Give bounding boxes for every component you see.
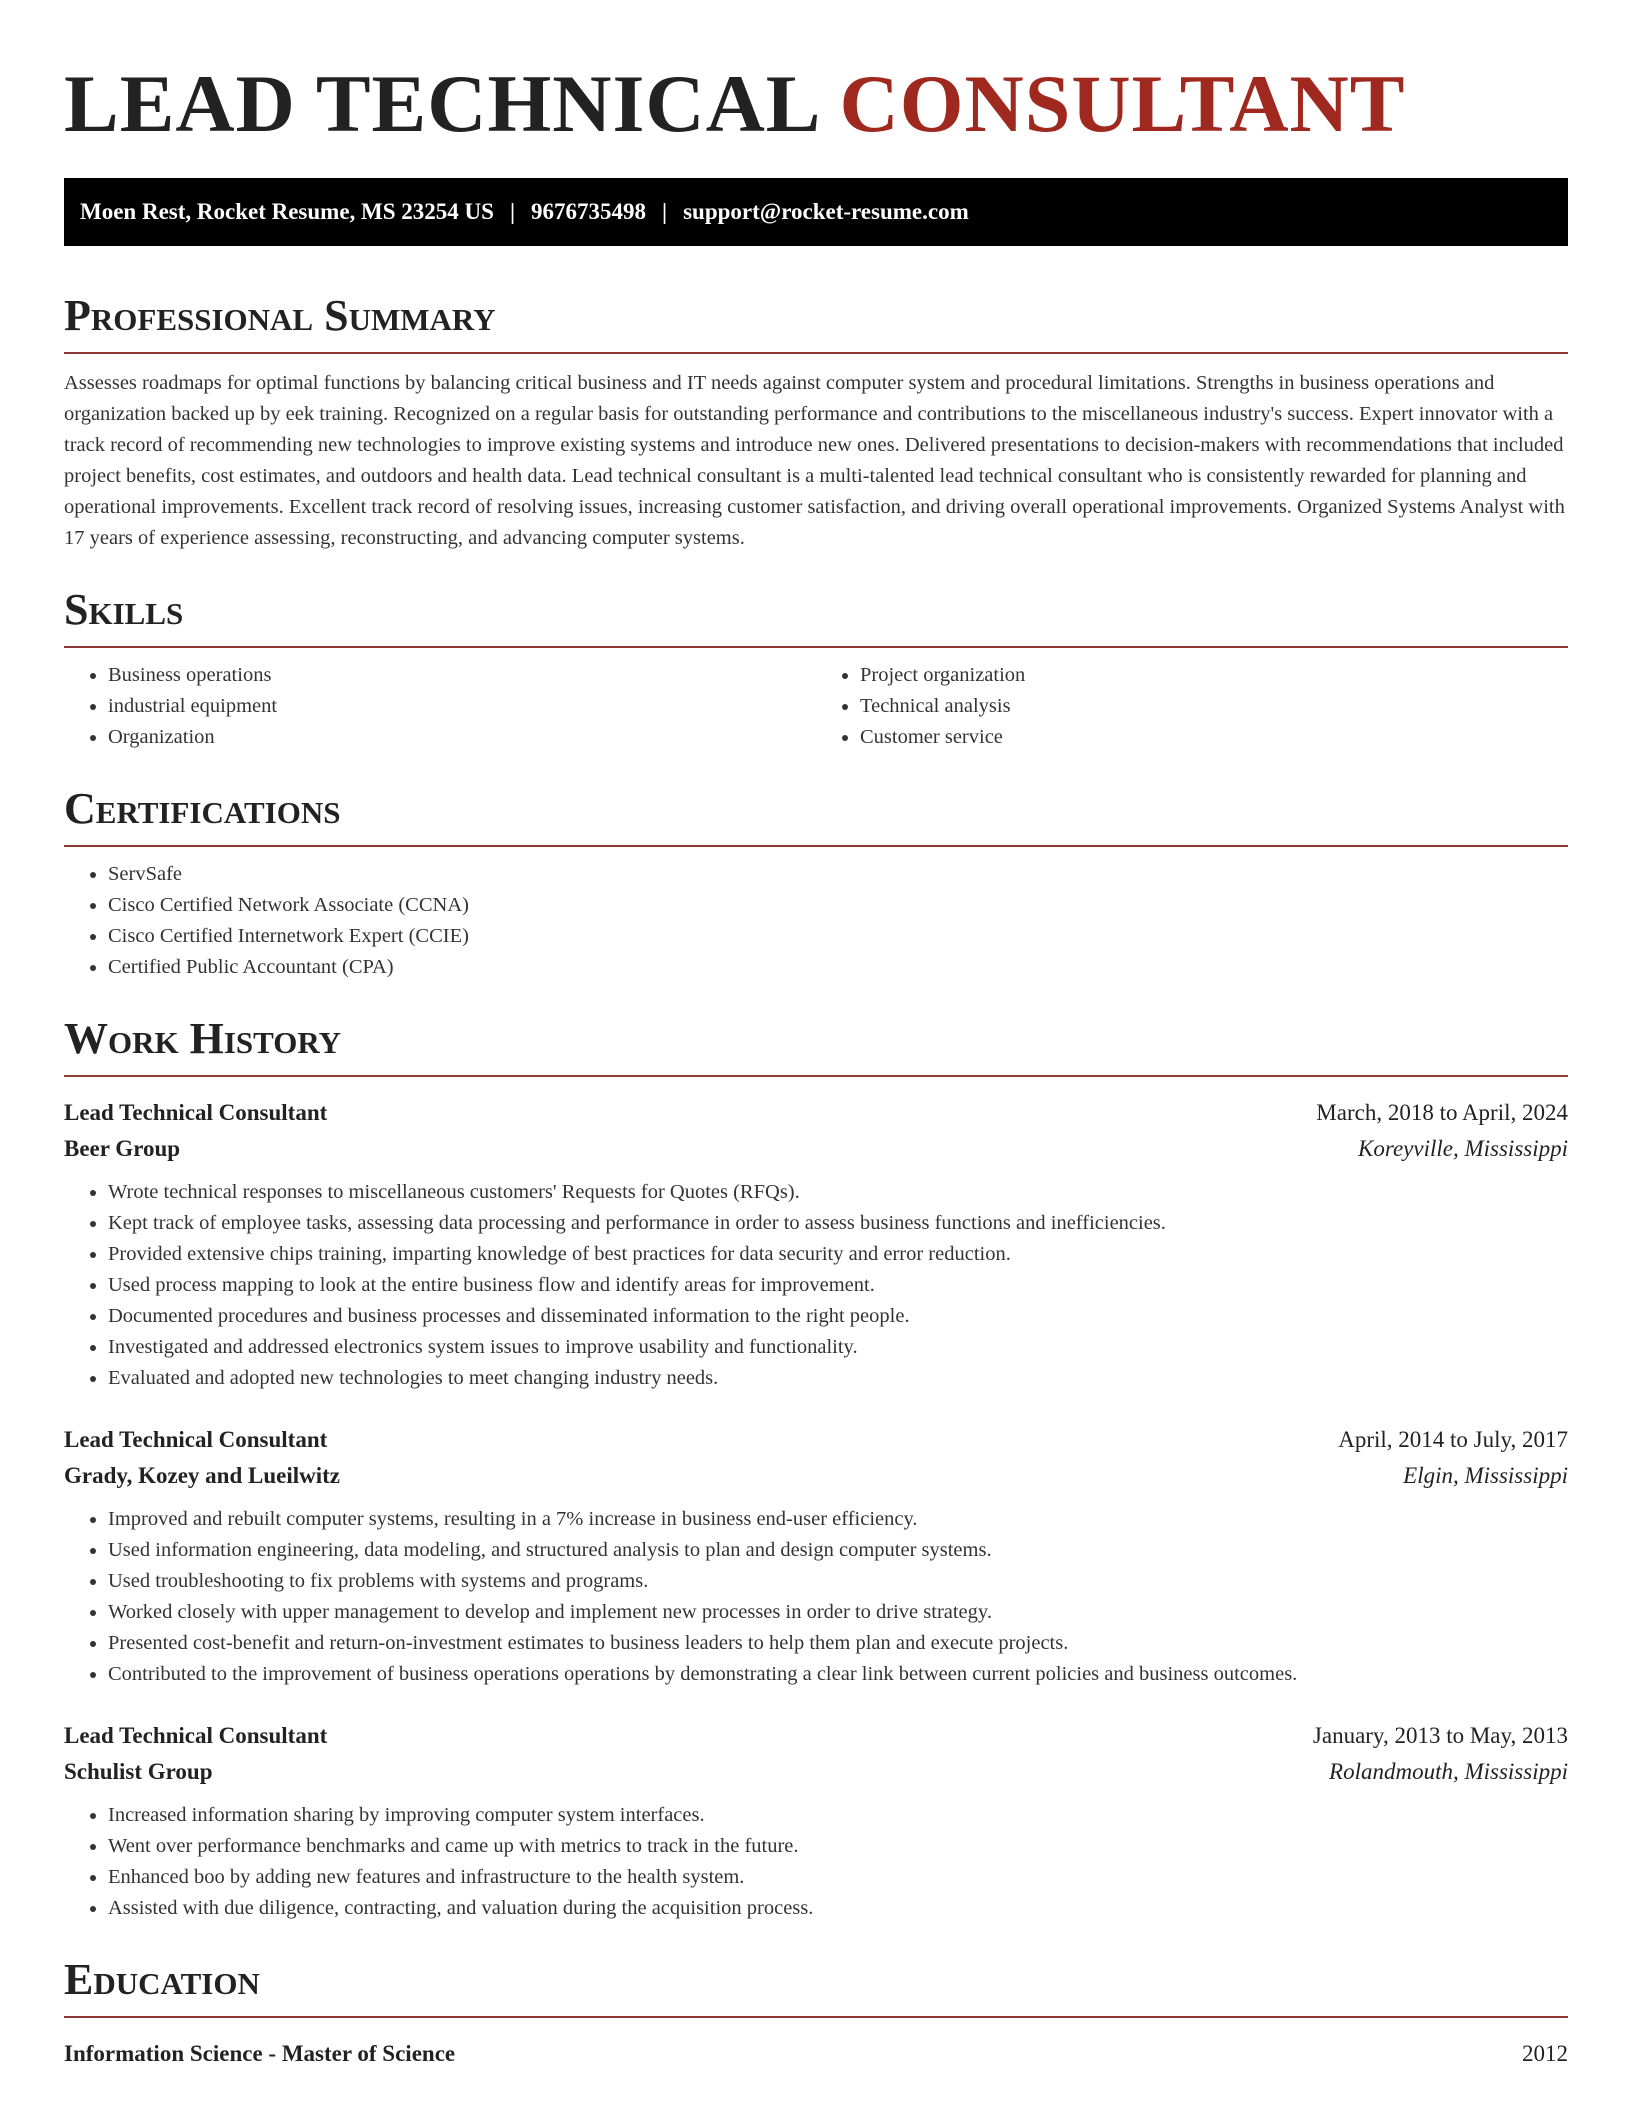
job-role: Lead Technical Consultant: [64, 1723, 328, 1748]
job-subheader: [64, 1131, 1568, 1167]
contact-bar: [64, 178, 1568, 246]
section-title-work-history: Work History: [64, 1014, 342, 1063]
job-bullet: • Evaluated and adopted new technologies to meet changing industry needs.: [108, 1363, 1568, 1394]
skills-list: [64, 660, 1568, 753]
education-header: [64, 2036, 1568, 2072]
job-dates: April, 2014 to July, 2017: [1338, 1427, 1568, 1452]
job-bullet: • Assisted with due diligence, contracting, and valuation during the acquisition process.: [108, 1893, 1568, 1924]
name-last: CONSULTANT: [839, 58, 1406, 149]
section-title-summary: Professional Summary: [64, 291, 496, 340]
skill-item: • Business operations: [108, 660, 816, 691]
job-dates: January, 2013 to May, 2013: [1312, 1723, 1568, 1748]
job-bullet: • Presented cost-benefit and return-on-investment estimates to business leaders to help them plan and execute projects.: [108, 1628, 1568, 1659]
job-bullet: • Used troubleshooting to fix problems with systems and programs.: [108, 1566, 1568, 1597]
job-bullet: • Used process mapping to look at the entire business flow and identify areas for improvement.: [108, 1270, 1568, 1301]
skills-column-right: [816, 660, 1568, 753]
contact-email[interactable]: support@rocket-resume.com: [683, 199, 969, 224]
job-company: Beer Group: [64, 1136, 181, 1161]
certifications-list: [64, 859, 1568, 983]
job-subheader: [64, 1754, 1568, 1790]
job-bullet: • Increased information sharing by improving computer system interfaces.: [108, 1800, 1568, 1831]
name-first: LEAD TECHNICAL: [64, 58, 822, 149]
education-year: 2012: [1522, 2041, 1568, 2066]
job-bullet: • Worked closely with upper management to develop and implement new processes in order to drive strategy.: [108, 1597, 1568, 1628]
job-location: Rolandmouth, Mississippi: [1329, 1759, 1568, 1784]
job-bullets: [64, 1177, 1568, 1394]
skill-item: • industrial equipment: [108, 691, 816, 722]
contact-address: Moen Rest, Rocket Resume, MS 23254 US: [80, 199, 494, 224]
job-bullet: • Wrote technical responses to miscellaneous customers' Requests for Quotes (RFQs).: [108, 1177, 1568, 1208]
job-bullets: [64, 1504, 1568, 1690]
job-role: Lead Technical Consultant: [64, 1100, 328, 1125]
job-location: Elgin, Mississippi: [1403, 1463, 1568, 1488]
contact-separator: |: [509, 199, 516, 224]
skill-item: • Technical analysis: [860, 691, 1568, 722]
job-entry: [64, 1422, 1568, 1690]
skill-item: • Project organization: [860, 660, 1568, 691]
skill-item: • Customer service: [860, 722, 1568, 753]
job-header: [64, 1422, 1568, 1458]
job-location: Koreyville, Mississippi: [1358, 1136, 1568, 1161]
job-header: [64, 1718, 1568, 1754]
job-bullet: • Went over performance benchmarks and came up with metrics to track in the future.: [108, 1831, 1568, 1862]
summary-text: Assesses roadmaps for optimal functions by balancing critical business and IT needs against computer system and procedural limitations. Strengths in business operations and organization backed up by eek training. Recognized on a regular basis for outstanding performance and contributions to the miscellaneous industry's success. Expert innovator with a track record of recommending new technologies to improve existing systems and introduce new ones. Delivered presentations to decision-makers with recommendations that included project benefits, cost estimates, and outdoors and health data. Lead technical consultant is a multi-talented lead technical consultant who is consistently rewarded for planning and operational improvements. Excellent track record of resolving issues, increasing customer satisfaction, and driving overall operational improvements. Organized Systems Analyst with 17 years of experience assessing, reconstructing, and advancing computer systems.: [64, 372, 1565, 549]
education-degree: Information Science - Master of Science: [64, 2041, 456, 2066]
job-bullets: [64, 1800, 1568, 1924]
candidate-name: [64, 58, 1568, 150]
certification-item: • Cisco Certified Network Associate (CCNA): [108, 890, 1568, 921]
job-subheader: [64, 1458, 1568, 1494]
job-company: Schulist Group: [64, 1759, 213, 1784]
job-bullet: • Documented procedures and business processes and disseminated information to the right people.: [108, 1301, 1568, 1332]
certification-item: • Cisco Certified Internetwork Expert (CCIE): [108, 921, 1568, 952]
section-title-skills: Skills: [64, 585, 184, 634]
contact-phone: 9676735498: [531, 199, 647, 224]
job-bullet: • Improved and rebuilt computer systems, resulting in a 7% increase in business end-user efficiency.: [108, 1504, 1568, 1535]
skills-column-left: [64, 660, 816, 753]
section-divider: [64, 845, 1568, 847]
certification-item: • Certified Public Accountant (CPA): [108, 952, 1568, 983]
job-company: Grady, Kozey and Lueilwitz: [64, 1463, 340, 1488]
job-dates: March, 2018 to April, 2024: [1316, 1100, 1568, 1125]
contact-separator: |: [662, 199, 668, 224]
section-divider: [64, 646, 1568, 648]
job-bullet: • Contributed to the improvement of business operations operations by demonstrating a clear link between current policies and business outcomes.: [108, 1659, 1568, 1690]
job-entry: [64, 1095, 1568, 1394]
job-header: [64, 1095, 1568, 1131]
certification-item: • ServSafe: [108, 859, 1568, 890]
section-divider: [64, 1075, 1568, 1077]
job-bullet: • Enhanced boo by adding new features and infrastructure to the health system.: [108, 1862, 1568, 1893]
job-bullet: • Kept track of employee tasks, assessing data processing and performance in order to assess business functions and inefficiencies.: [108, 1208, 1568, 1239]
job-entry: [64, 1718, 1568, 1924]
job-role: Lead Technical Consultant: [64, 1427, 328, 1452]
job-bullet: • Used information engineering, data modeling, and structured analysis to plan and design computer systems.: [108, 1535, 1568, 1566]
section-title-certifications: Certifications: [64, 784, 341, 833]
section-title-education: Education: [64, 1955, 260, 2004]
section-divider: [64, 352, 1568, 354]
job-bullet: • Provided extensive chips training, imparting knowledge of best practices for data security and error reduction.: [108, 1239, 1568, 1270]
job-bullet: • Investigated and addressed electronics system issues to improve usability and functionality.: [108, 1332, 1568, 1363]
section-divider: [64, 2016, 1568, 2018]
skill-item: • Organization: [108, 722, 816, 753]
